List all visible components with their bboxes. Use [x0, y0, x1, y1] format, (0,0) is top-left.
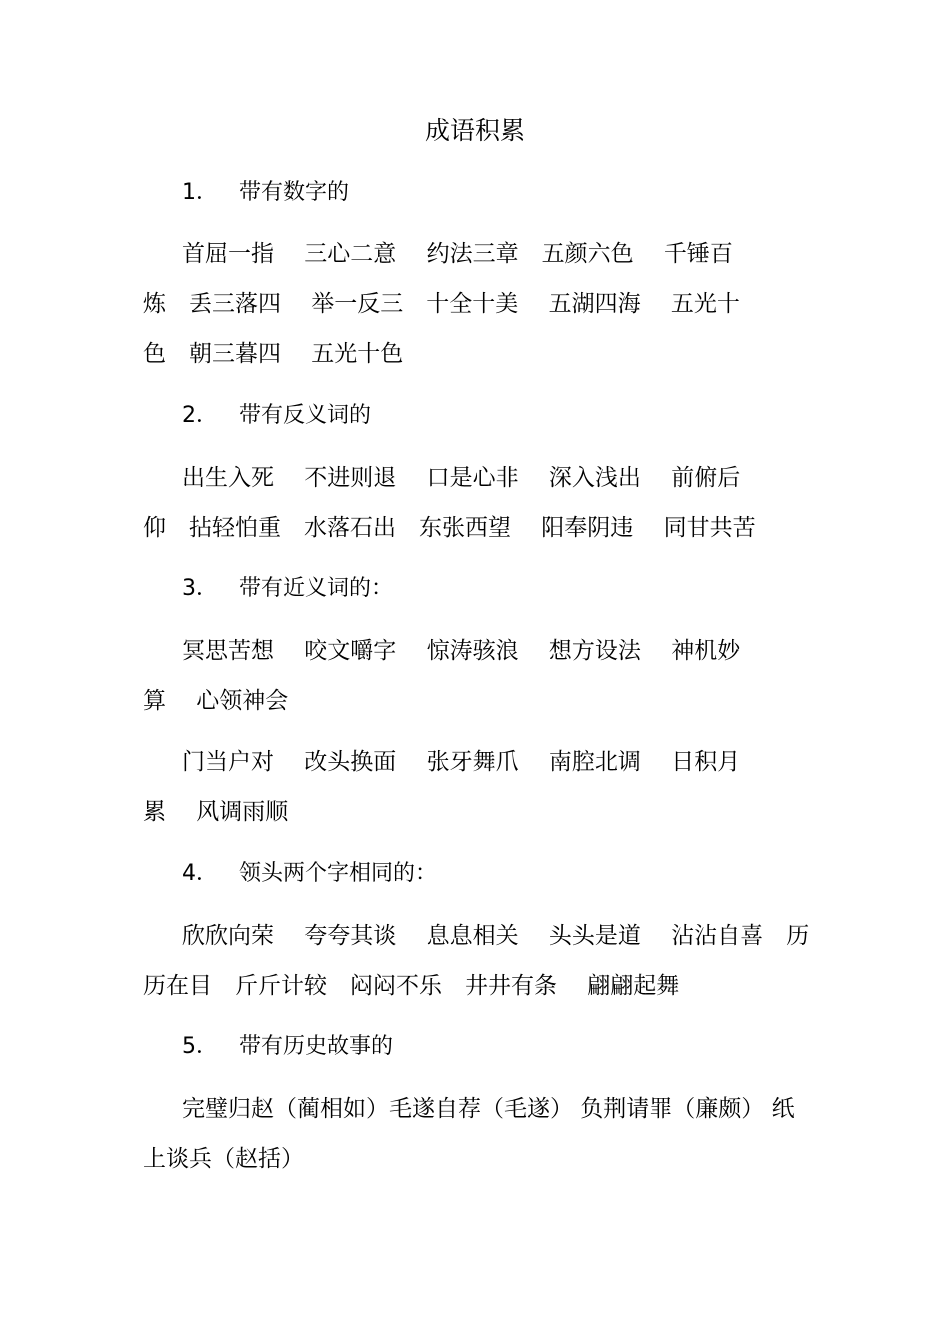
section-number: 3． [182, 576, 218, 601]
idiom-line: 门当户对 改头换面 张牙舞爪 南腔北调 日积月 [182, 749, 741, 775]
section-heading-text: 领头两个字相同的： [239, 861, 438, 886]
idiom-line: 完璧归赵（蔺相如）毛遂自荐（毛遂） 负荆请罪（廉颇） 纸 [182, 1096, 795, 1122]
idiom-line: 色 朝三暮四 五光十色 [143, 341, 404, 367]
section-heading-text: 带有近义词的： [239, 576, 394, 601]
section-heading-text: 带有数字的 [239, 180, 350, 205]
section-heading-text: 带有反义词的 [239, 403, 372, 428]
idiom-line: 炼 丢三落四 举一反三 十全十美 五湖四海 五光十 [143, 291, 740, 317]
section-number: 1． [182, 180, 218, 205]
section-heading [182, 1032, 393, 1062]
idiom-line: 欣欣向荣 夸夸其谈 息息相关 头头是道 沾沾自喜 历 [182, 923, 810, 949]
idiom-line: 仰 拈轻怕重 水落石出 东张西望 阳奉阴违 同甘共苦 [143, 515, 756, 541]
section-number: 2． [182, 403, 218, 428]
section-number: 5． [182, 1034, 218, 1059]
idiom-line: 累 风调雨顺 [143, 799, 289, 825]
section-heading [182, 401, 371, 431]
idiom-line: 首屈一指 三心二意 约法三章 五颜六色 千锤百 [182, 241, 733, 267]
idiom-line: 上谈兵（赵括） [143, 1146, 304, 1172]
section-heading [182, 859, 437, 889]
section-number: 4． [182, 861, 218, 886]
section-heading-text: 带有历史故事的 [239, 1034, 394, 1059]
idiom-line: 历在目 斤斤计较 闷闷不乐 井井有条 翩翩起舞 [143, 973, 680, 999]
section-heading [182, 178, 349, 208]
idiom-line: 冥思苦想 咬文嚼字 惊涛骇浪 想方设法 神机妙 [182, 638, 741, 664]
section-heading [182, 574, 393, 604]
page-title: 成语积累 [424, 116, 525, 145]
idiom-line: 出生入死 不进则退 口是心非 深入浅出 前俯后 [182, 465, 741, 491]
idiom-line: 算 心领神会 [143, 688, 289, 714]
